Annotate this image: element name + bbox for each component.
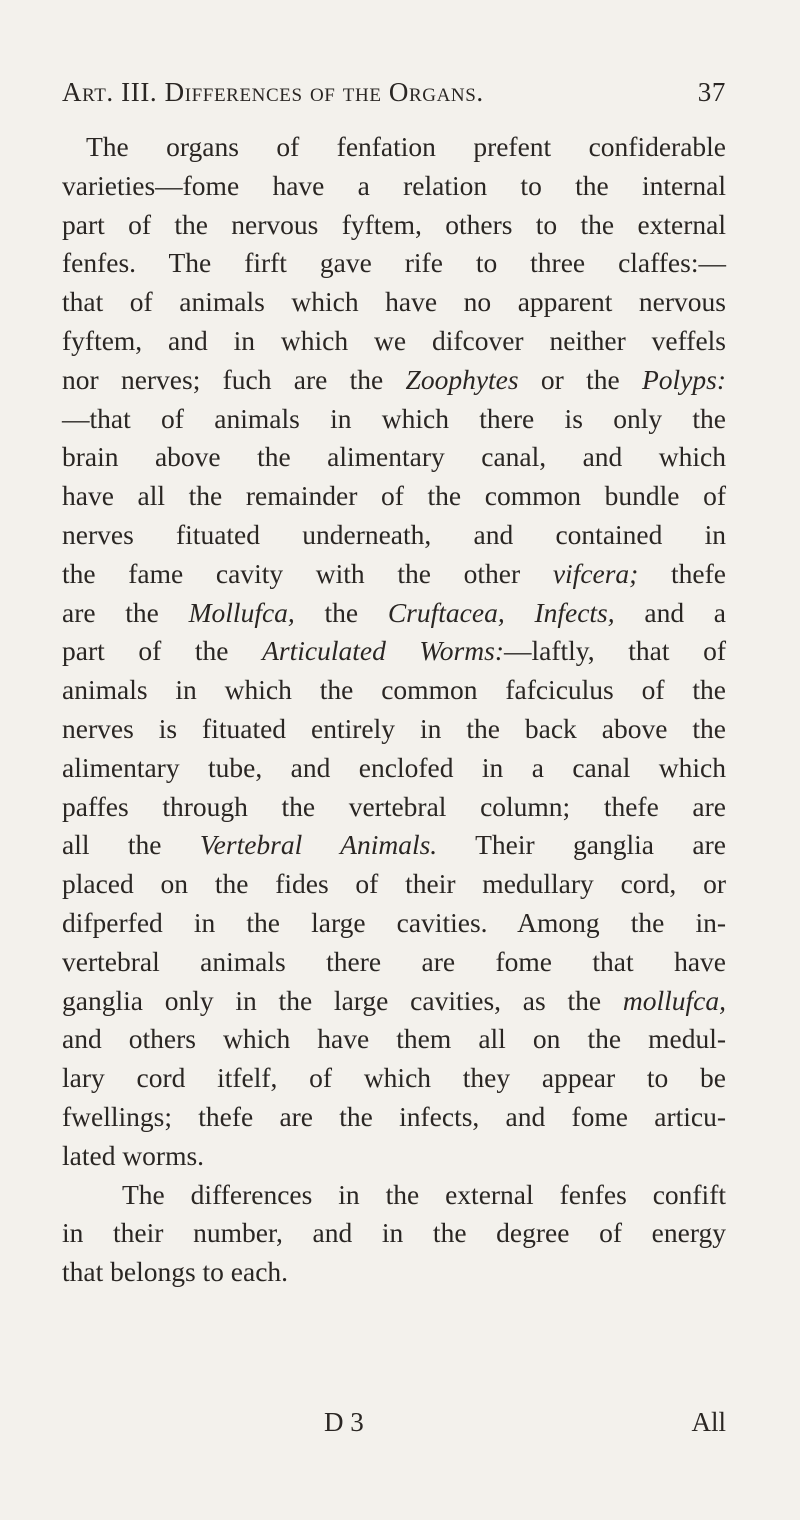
text-line (62, 1253, 726, 1292)
text-run: part of the nervous fyftem, others to the external (62, 208, 726, 240)
text-run: are the (62, 596, 189, 628)
text-line (62, 749, 726, 788)
italic-run: Infects, (534, 596, 615, 628)
text-line (62, 943, 726, 982)
text-run: difperfed in the large cavities. Among the in- (62, 906, 726, 938)
text-line (62, 477, 726, 516)
text-line (62, 865, 726, 904)
italic-run: Cruftacea, (387, 596, 505, 628)
text-line (62, 516, 726, 555)
text-line (62, 400, 726, 439)
text-line (62, 555, 726, 594)
text-run: paffes through the vertebral column; thefe are (62, 790, 726, 822)
text-line (62, 594, 726, 633)
text-run: the fame cavity with the other (62, 557, 553, 589)
text-line (62, 206, 726, 245)
body-text (62, 128, 726, 1292)
text-run: animals in which the common fafciculus of the (62, 674, 726, 706)
text-run: lary cord itfelf, of which they appear to be (62, 1062, 726, 1094)
italic-run: Zoophytes (405, 363, 519, 395)
italic-run: Polyps: (641, 363, 726, 395)
text-line (62, 1214, 726, 1253)
text-run: part of the (62, 635, 263, 667)
catchword: All (691, 1407, 726, 1437)
text-line (62, 710, 726, 749)
text-line (62, 671, 726, 710)
signature-mark: D 3 (324, 1407, 364, 1437)
text-run: or the (518, 363, 642, 395)
text-line (62, 1176, 726, 1215)
text-run: that belongs to each. (62, 1256, 289, 1288)
running-head: Art. III. Differences of the Organs. (62, 77, 484, 107)
text-line (62, 904, 726, 943)
text-run: varieties—fome have a relation to the internal (62, 169, 726, 201)
text-run: and others which have them all on the medul- (62, 1023, 726, 1055)
text-run: ganglia only in the large cavities, as the (62, 984, 623, 1016)
text-run: all the (62, 829, 200, 861)
text-line (62, 438, 726, 477)
italic-run: Articulated Worms: (262, 635, 504, 667)
text-line (62, 283, 726, 322)
text-line (62, 361, 726, 400)
text-run: —that of animals in which there is only the (62, 402, 726, 434)
text-line (62, 632, 726, 671)
text-run: Their ganglia are (437, 829, 726, 861)
text-run: fwellings; thefe are the infects, and fome articu- (62, 1100, 726, 1132)
text-run: brain above the alimentary canal, and which (62, 441, 726, 473)
text-run: placed on the fides of their medullary cord, or (62, 868, 726, 900)
text-run: thefe (638, 557, 726, 589)
text-run: The differences in the external fenfes confift (122, 1178, 726, 1210)
italic-run: vifcera; (552, 557, 639, 589)
text-run: and a (614, 596, 726, 628)
text-run: fyftem, and in which we difcover neither veffels (62, 324, 726, 356)
text-line (62, 167, 726, 206)
text-run: alimentary tube, and enclofed in a canal which (62, 751, 726, 783)
italic-run: Mollufca, (188, 596, 295, 628)
italic-run: mollufca, (622, 984, 726, 1016)
text-line (62, 982, 726, 1021)
text-run: the (294, 596, 388, 628)
text-run: nor nerves; fuch are the (62, 363, 406, 395)
text-line (62, 1137, 726, 1176)
page-number: 37 (697, 77, 726, 107)
text-run: have all the remainder of the common bundle of (62, 480, 726, 512)
text-run: nerves is fituated entirely in the back above the (62, 712, 726, 744)
text-line (62, 128, 726, 167)
text-line (62, 1059, 726, 1098)
text-line (62, 244, 726, 283)
text-line (62, 1020, 726, 1059)
text-run (505, 597, 535, 628)
text-run: —laftly, that of (503, 635, 726, 667)
text-run: nerves fituated underneath, and contained in (62, 518, 726, 550)
text-line (62, 322, 726, 361)
text-run: in their number, and in the degree of energy (62, 1217, 726, 1249)
page-footer (62, 1402, 726, 1442)
text-line (62, 788, 726, 827)
text-line (62, 826, 726, 865)
text-run: The organs of fenfation prefent confiderable (86, 131, 726, 162)
page-header (62, 72, 726, 112)
text-line (62, 1098, 726, 1137)
text-run: that of animals which have no apparent nervous (62, 286, 726, 318)
text-run: lated worms. (62, 1139, 205, 1171)
text-run: vertebral animals there are fome that have (62, 945, 726, 977)
italic-run: Vertebral Animals. (199, 829, 438, 861)
text-run: fenfes. The firft gave rife to three claffes:— (62, 247, 726, 279)
